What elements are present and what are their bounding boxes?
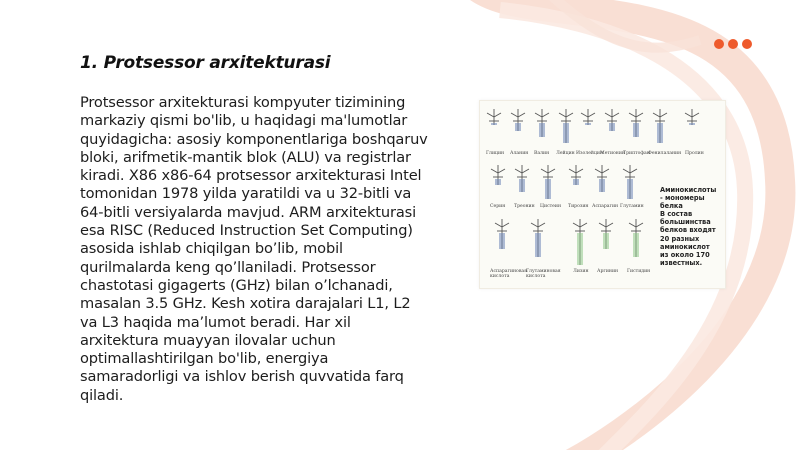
label-threonine: Треонин xyxy=(514,204,535,209)
slide-title: 1. Protsessor arxitekturasi xyxy=(80,53,331,73)
dot-icon xyxy=(728,39,738,49)
amino-acids-figure xyxy=(479,100,726,289)
molecule-icon xyxy=(491,165,505,185)
molecule-icon xyxy=(653,109,667,143)
label-proline: Пролин xyxy=(685,151,704,156)
dot-icon xyxy=(714,39,724,49)
figure-caption: Аминокислоты - мономеры белка В состав большинства белков входят 20 разных аминокислот из около 170 известных. xyxy=(660,186,717,267)
molecule-icon xyxy=(605,109,619,131)
label-phenylalanine: Фенилаланин xyxy=(648,151,682,156)
label-methionine: Метионин xyxy=(600,151,625,156)
molecule-icon xyxy=(541,165,555,199)
molecule-icon xyxy=(531,219,545,257)
label-isoleucine: Изолейцин xyxy=(576,151,604,156)
molecule-icon xyxy=(511,109,525,131)
molecule-icon xyxy=(629,109,643,137)
molecule-icon xyxy=(559,109,573,143)
molecule-icon xyxy=(487,109,501,125)
label-tryptophan: Триптофан xyxy=(623,151,650,156)
molecule-icon xyxy=(599,219,613,249)
label-asparagine: Аспарагин xyxy=(592,204,619,209)
label-lysine: Лизин xyxy=(573,269,589,274)
label-glutamic-acid: Глутаминовая кислота xyxy=(526,269,561,280)
label-serine: Серин xyxy=(490,204,506,209)
label-valine: Валин xyxy=(534,151,550,156)
molecule-icon xyxy=(581,109,595,125)
label-leucine: Лейцин xyxy=(556,151,575,156)
label-glutamine: Глутамин xyxy=(620,204,644,209)
label-histidine: Гистидин xyxy=(627,269,651,274)
decorative-dots xyxy=(714,39,752,49)
molecule-icon xyxy=(685,109,699,125)
label-arginine: Аргинин xyxy=(597,269,619,274)
label-aspartic-acid: Аспарагиновая кислота xyxy=(490,269,528,280)
label-tyrosine: Тирозин xyxy=(568,204,589,209)
molecule-icon xyxy=(515,165,529,192)
label-glycine: Глицин xyxy=(486,151,505,156)
molecule-icon xyxy=(535,109,549,137)
molecule-icon xyxy=(495,219,509,249)
molecule-icon xyxy=(569,165,583,185)
molecule-icon xyxy=(573,219,587,265)
label-cysteine: Цистеин xyxy=(540,204,562,209)
dot-icon xyxy=(742,39,752,49)
label-alanine: Аланин xyxy=(510,151,529,156)
molecule-icon xyxy=(595,165,609,192)
molecule-icon xyxy=(629,219,643,257)
molecule-icon xyxy=(623,165,637,199)
slide-body-text: Protsessor arxitekturasi kompyuter tizimining markaziy qismi bo'lib, u haqidagi ma'lumotlar quyidagicha: asosiy komponentlariga boshqaruv bloki, arifmetik-mantik blok (ALU) va registrlar kiradi. X86 x86-64 protsessor arxitekturasi Intel tomonidan 1978 yilda yaratildi va u 32-bitli va 64-bitli versiyalarda mavjud. ARM arxitekturasi esa RISC (Reduced Instruction Set Computing) asosida ishlab chiqilgan bo’lib, mobil qurilmalarda keng qo’llaniladi. Protsessor chastotasi gigagerts (GHz) bilan o’lchanadi, masalan 3.5 GHz. Kesh xotira darajalari L1, L2 va L3 haqida ma’lumot beradi. Har xil arxitektura muayyan ilovalar uchun optimallashtirilgan bo'lib, energiya samaradorligi va ishlov berish quvvatida farq qiladi. xyxy=(80,94,428,404)
